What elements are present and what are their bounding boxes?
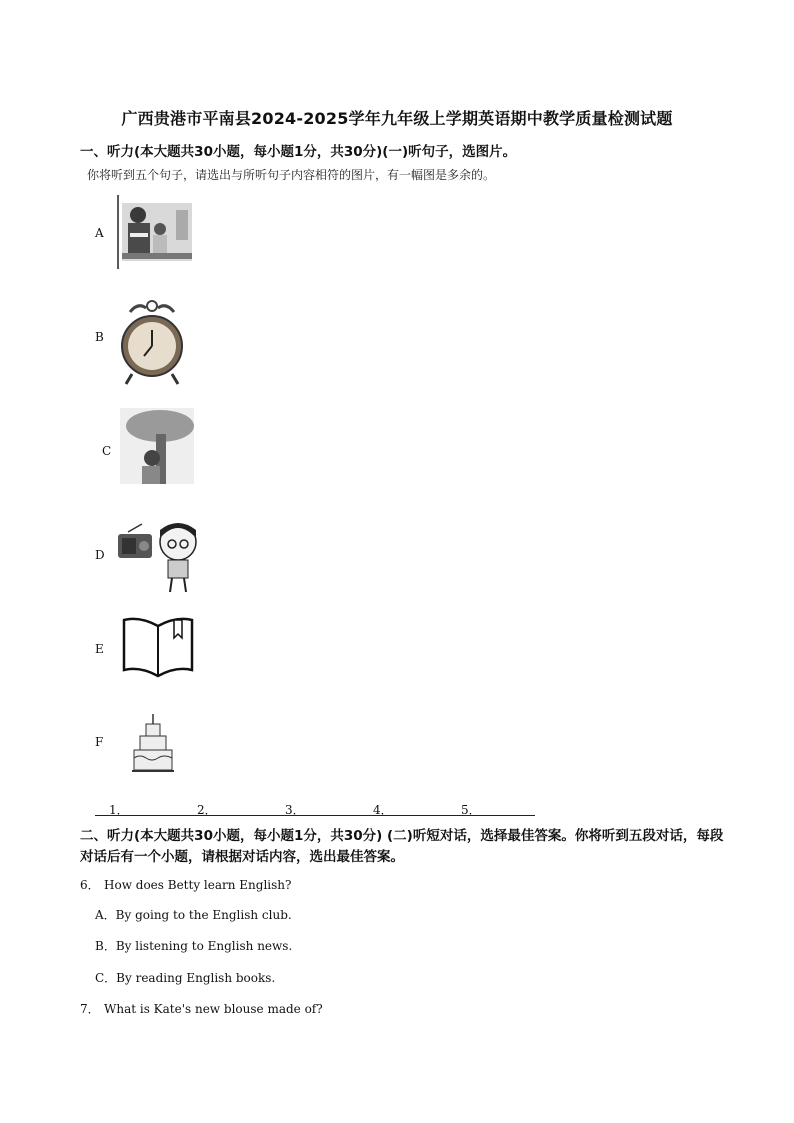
- blank-2: 2．: [197, 803, 217, 817]
- man-and-child-icon: [116, 195, 196, 271]
- question-number: 6．: [80, 878, 100, 892]
- option-f-label: F: [95, 735, 104, 749]
- answer-blanks: [95, 801, 535, 816]
- question-text: What is Kate's new blouse made of?: [104, 1002, 323, 1016]
- answer-6c: C．By reading English books.: [95, 971, 276, 985]
- option-d-label: D: [95, 548, 105, 562]
- option-b-label: B: [95, 330, 104, 344]
- blank-4: 4．: [373, 803, 393, 817]
- answer-6a: A．By going to the English club.: [95, 908, 292, 922]
- section1-heading: 一、听力(本大题共30小题，每小题1分，共30分)(一)听句子，选图片。: [80, 144, 517, 160]
- blank-5: 5．: [461, 803, 481, 817]
- section2-heading: 二、听力(本大题共30小题，每小题1分，共30分) (二)听短对话，选择最佳答案。你将听到五段对话，每段对话后有一个小题，请根据对话内容，选出最佳答案。: [80, 828, 724, 865]
- blank-3: 3．: [285, 803, 305, 817]
- alarm-clock-icon: [118, 298, 186, 386]
- question-text: How does Betty learn English?: [104, 878, 292, 892]
- page-title: 广西贵港市平南县2024-2025学年九年级上学期英语期中教学质量检测试题: [121, 109, 673, 128]
- answer-6b: B．By listening to English news.: [95, 939, 293, 953]
- question-6: [80, 876, 291, 893]
- question-7: [80, 1000, 323, 1017]
- section1-instruction: 你将听到五个句子，请选出与所听句子内容相符的图片，有一幅图是多余的。: [87, 168, 496, 182]
- option-c-label: C: [102, 444, 112, 458]
- radio-and-boy-icon: [116, 520, 204, 596]
- option-e-label: E: [95, 642, 104, 656]
- option-a-label: A: [95, 226, 104, 240]
- boy-under-tree-icon: [120, 408, 198, 486]
- question-number: 7．: [80, 1002, 100, 1016]
- blank-1: 1．: [109, 803, 129, 817]
- birthday-cake-icon: [132, 712, 174, 774]
- open-book-icon: [120, 614, 196, 680]
